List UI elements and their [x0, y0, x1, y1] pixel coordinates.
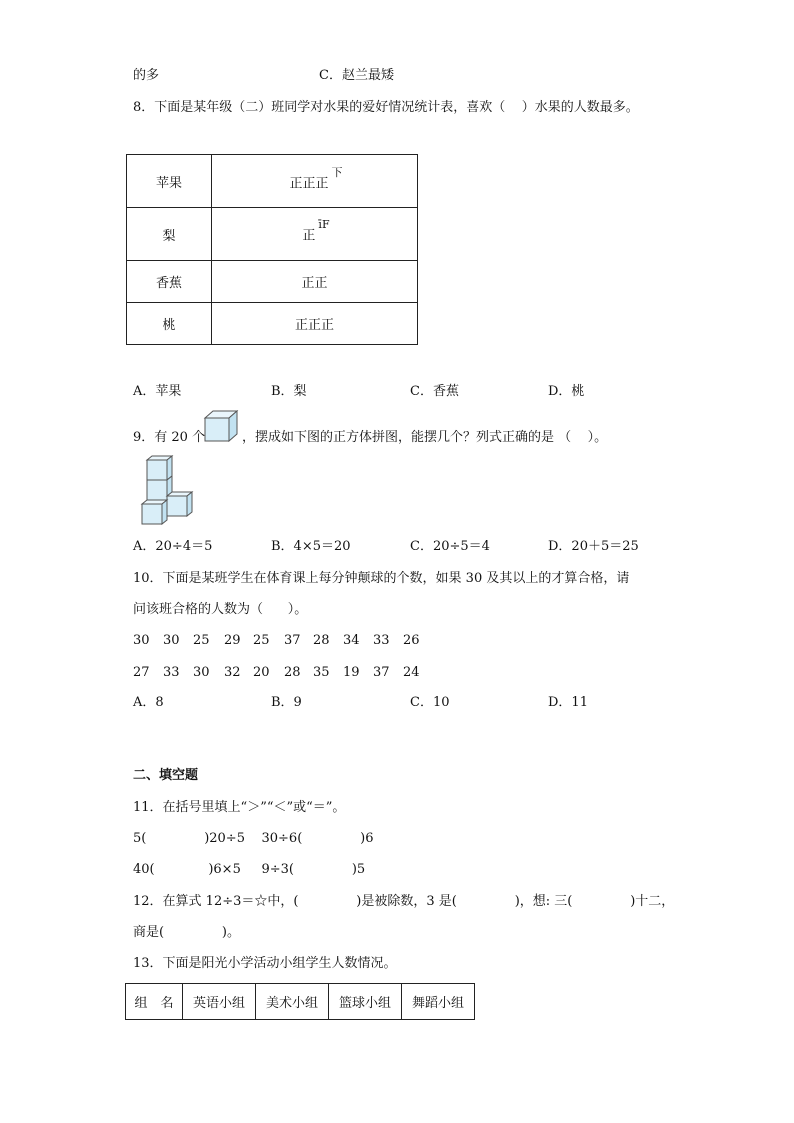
q10-option-b[interactable]: B．9 [271, 695, 302, 710]
single-cube-icon [203, 410, 239, 442]
q11-stem: 11．在括号里填上“＞”“＜”或“＝”。 [133, 800, 346, 815]
table-header-cell: 篮球小组 [329, 984, 402, 1020]
fruit-name: 香蕉 [127, 261, 212, 303]
q11-line1: 5( )20÷5 30÷6( )6 [133, 831, 374, 846]
q9-stem-start: 9．有 20 个 [133, 430, 206, 445]
table-row [127, 303, 418, 345]
q8-option-d[interactable]: D．桃 [548, 384, 585, 399]
table-header-cell: 美术小组 [256, 984, 329, 1020]
q10-option-d[interactable]: D．11 [548, 695, 588, 710]
q8-option-b[interactable]: B．梨 [271, 384, 307, 399]
previous-option-c: C．赵兰最矮 [319, 68, 394, 83]
data-value: 30 [133, 633, 150, 648]
q11-line2: 40( )6×5 9÷3( )5 [133, 862, 366, 877]
data-value: 30 [163, 633, 180, 648]
tally-partial: īF [318, 218, 330, 232]
table-row [126, 984, 475, 1020]
q8-option-a[interactable]: A．苹果 [133, 384, 182, 399]
data-value: 28 [313, 633, 330, 648]
q9-option-d[interactable]: D．20＋5＝25 [548, 539, 639, 554]
previous-question-tail: 的多 [133, 68, 160, 83]
data-value: 28 [284, 665, 301, 680]
tally-cell [212, 261, 418, 303]
data-value: 32 [224, 665, 241, 680]
data-value: 25 [253, 633, 270, 648]
data-value: 33 [163, 665, 180, 680]
q13-stem: 13．下面是阳光小学活动小组学生人数情况。 [133, 956, 397, 971]
q10-option-a[interactable]: A．8 [133, 695, 164, 710]
section-title: 二、填空题 [133, 768, 199, 783]
fruit-name: 梨 [127, 208, 212, 261]
q9-option-a[interactable]: A．20÷4＝5 [133, 539, 213, 554]
table-row [127, 261, 418, 303]
data-value: 33 [373, 633, 390, 648]
tally-cell [212, 155, 418, 208]
data-value: 37 [284, 633, 301, 648]
activity-group-table [125, 983, 475, 1020]
data-value: 20 [253, 665, 270, 680]
data-value: 30 [193, 665, 210, 680]
data-value: 37 [373, 665, 390, 680]
tally-partial: 下 [331, 166, 343, 180]
q9-stem-end: ，摆成如下图的正方体拼图，能摆几个？列式正确的是 （ ）。 [242, 430, 608, 445]
q10-stem-line2: 问该班合格的人数为（ ）。 [133, 602, 308, 617]
q12-line1: 12．在算式 12÷3＝☆中，( )是被除数，3 是( )，想: 三( )十二， [133, 894, 675, 909]
fruit-name: 桃 [127, 303, 212, 345]
tally-cell [212, 303, 418, 345]
table-header-cell: 英语小组 [183, 984, 256, 1020]
q10-option-c[interactable]: C．10 [410, 695, 450, 710]
tally-cell [212, 208, 418, 261]
fruit-tally-table [126, 154, 418, 345]
table-row [127, 208, 418, 261]
q9-option-c[interactable]: C．20÷5＝4 [410, 539, 490, 554]
fruit-name: 苹果 [127, 155, 212, 208]
data-value: 19 [343, 665, 360, 680]
tally-mark: 正正正 [289, 176, 329, 192]
data-value: 25 [193, 633, 210, 648]
q10-stem-line1: 10．下面是某班学生在体育课上每分钟颠球的个数，如果 30 及其以上的才算合格，请 [133, 571, 630, 586]
data-value: 27 [133, 665, 150, 680]
q9-option-b[interactable]: B．4×5＝20 [271, 539, 351, 554]
data-value: 24 [403, 665, 420, 680]
table-row [127, 155, 418, 208]
data-value: 34 [343, 633, 360, 648]
data-value: 26 [403, 633, 420, 648]
tally-mark: 正 [302, 228, 316, 244]
tally-mark: 正正正 [294, 318, 334, 333]
q8-option-c[interactable]: C．香蕉 [410, 384, 459, 399]
tally-mark: 正正 [301, 276, 328, 291]
q8-stem: 8．下面是某年级（二）班同学对水果的爱好情况统计表，喜欢（ ）水果的人数最多。 [133, 100, 639, 115]
q12-line2: 商是( )。 [133, 925, 240, 940]
cube-stack-figure [140, 455, 194, 525]
table-header-cell: 舞蹈小组 [402, 984, 475, 1020]
data-value: 29 [224, 633, 241, 648]
data-value: 35 [313, 665, 330, 680]
table-header-cell: 组 名 [126, 984, 183, 1020]
